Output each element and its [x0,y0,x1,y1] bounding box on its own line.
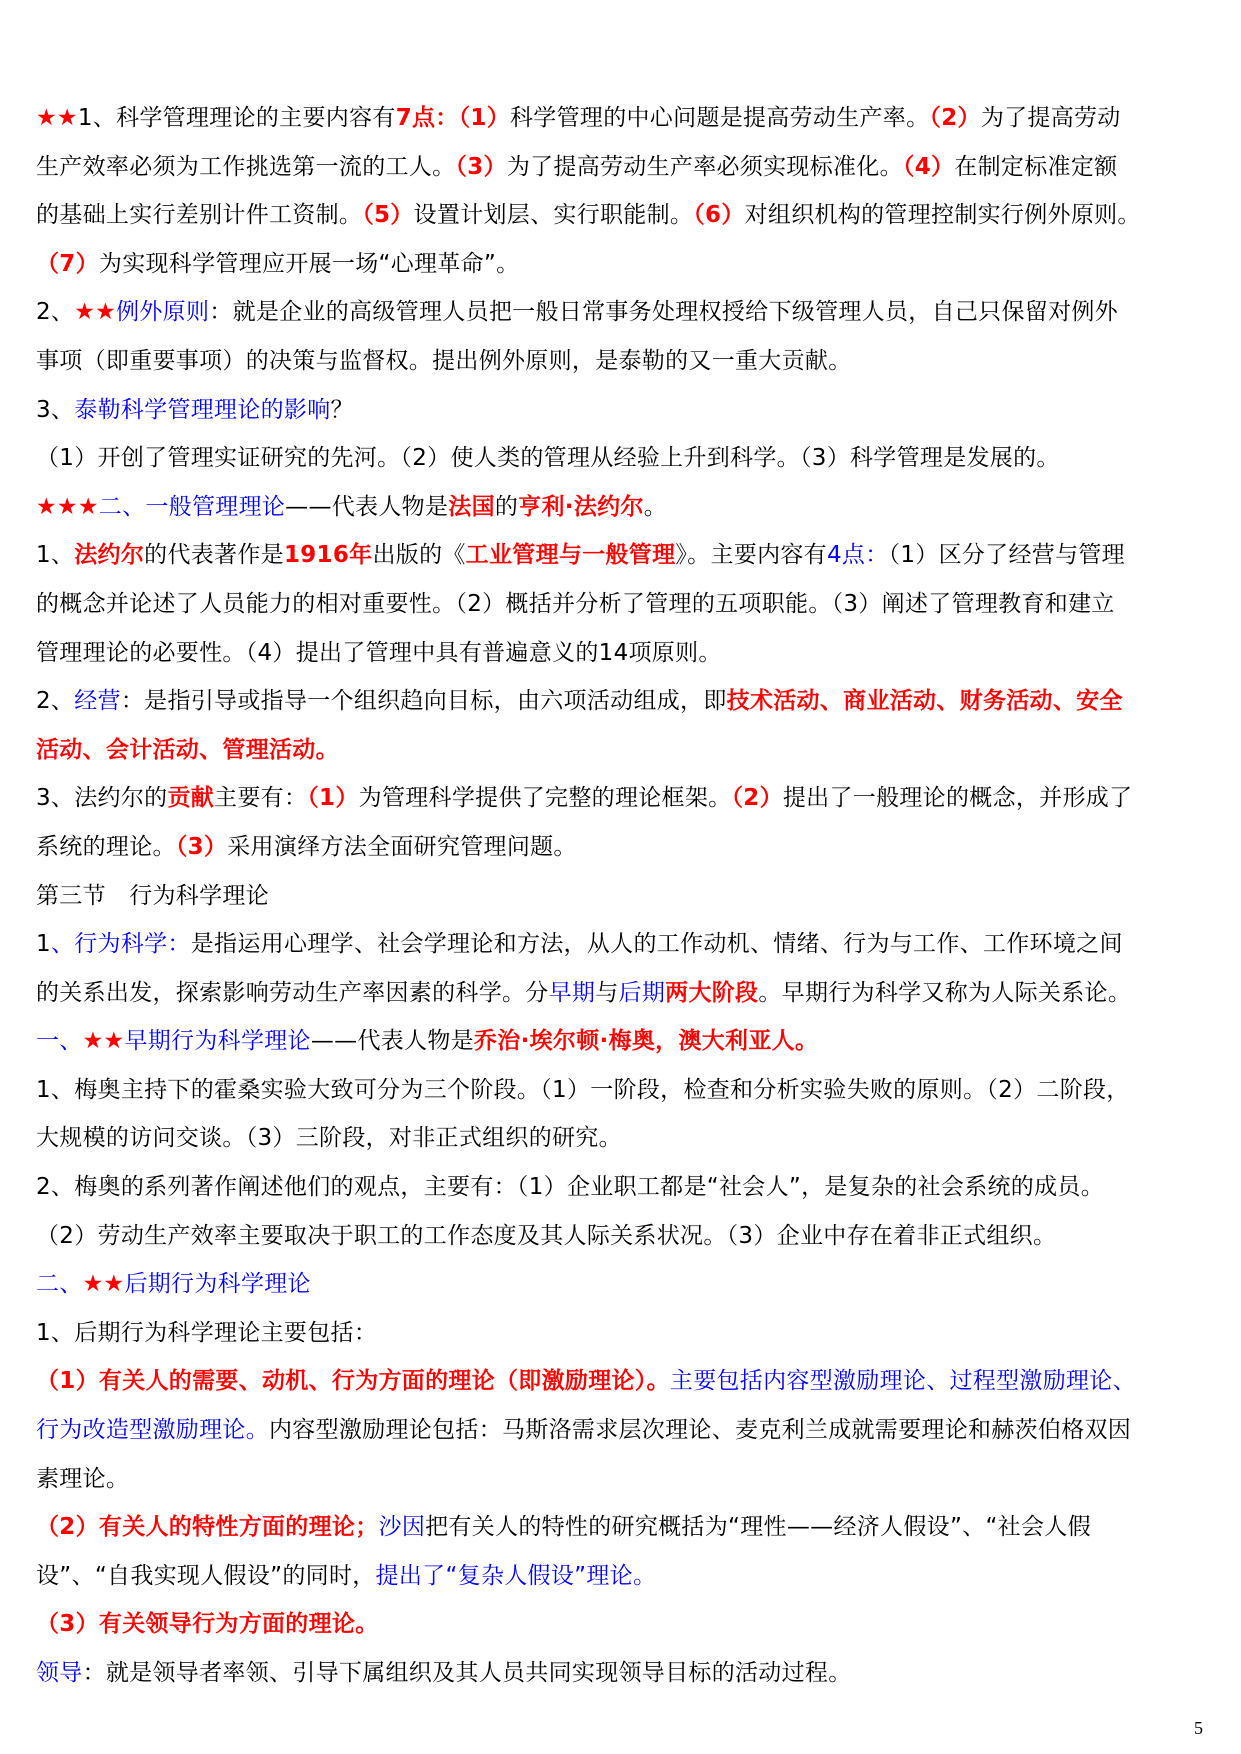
body-text: 生产效率必须为工作挑选第一流的工人。 [36,153,456,180]
highlight-red-text: （2） [929,105,981,131]
text-line [36,726,1212,775]
highlight-red-text: （4） [902,153,955,180]
body-text: 1、梅奥主持下的霍桑实验大致可分为三个阶段。（1）一阶段，检查和分析实验失败的原则。（2）二阶段， [36,1076,1130,1103]
text-line [36,774,1212,823]
text-line [36,920,1212,969]
text-line [36,337,1212,386]
body-text: 为管理科学提供了完整的理论框架。 [358,785,732,812]
highlight-blue-text: 提出了“复杂人假设”理论。 [375,1562,657,1589]
text-line [36,1309,1212,1358]
highlight-blue-text: 早期 [548,979,596,1006]
body-text: 是指运用心理学、社会学理论和方法，从人的工作动机、情绪、行为与工作、工作环境之间 [190,931,1123,958]
body-text: ：就是领导者率领、引导下属组织及其人员共同实现领导目标的活动过程。 [82,1660,852,1686]
body-text: 出版的《 [372,542,466,569]
highlight-blue-text: 二、 [36,1271,83,1298]
highlight-blue-text: 经营 [74,688,121,715]
text-line [36,143,1212,192]
body-text: ——代表人物是 [310,1028,474,1055]
highlight-red-text: 贡献 [167,785,215,812]
body-text: 2、梅奥的系列著作阐述他们的观点，主要有：（1）企业职工都是“社会人”，是复杂的社会系统的成员。 [36,1174,1104,1201]
text-line [36,483,1212,532]
text-line [36,191,1212,240]
body-text: 大规模的访问交谈。（3）三阶段，对非正式组织的研究。 [36,1125,622,1152]
highlight-blue-text: 沙因 [378,1514,426,1541]
highlight-blue-text: 行为改造型激励理论。 [36,1417,269,1444]
highlight-red-text: （1）有关人的需要、动机、行为方面的理论（即激励理论）。 [36,1368,670,1395]
document-body [36,94,1212,1698]
highlight-red-text: 1916年 [283,542,373,569]
body-text: 为了提高劳动生产率必须实现标准化。 [506,153,903,180]
highlight-red-text: （3） [175,833,228,860]
highlight-red-text: 7点：（1） [395,105,510,131]
highlight-blue-text: 后期行为科学理论 [124,1271,311,1298]
highlight-red-text: （1） [307,785,359,812]
highlight-blue-text: 早期行为科学理论 [124,1028,311,1055]
body-text: 科学管理的中心问题是提高劳动生产率。 [510,105,930,131]
text-line [36,1600,1212,1649]
body-text: 为了提高劳动 [980,105,1121,131]
highlight-blue-text: 二、一般管理理论 [98,493,286,520]
highlight-red-text: ★★ [74,299,117,326]
body-text: 的基础上实行差别计件工资制。 [36,202,363,229]
highlight-blue-text: 一、 [36,1028,83,1055]
text-line [36,629,1212,678]
text-line [36,288,1212,337]
highlight-red-text: （5） [362,202,414,229]
body-text: 。早期行为科学又称为人际关系论。 [758,979,1132,1006]
highlight-red-text: （7） [36,250,99,277]
highlight-blue-text: 泰勒科学管理理论的影响 [74,396,331,423]
body-text: ：就是企业的高级管理人员把一般日常事务处理权授给下级管理人员，自己只保留对例外 [209,299,1118,326]
text-line [36,1066,1212,1115]
highlight-red-text: ★★★ [36,493,99,520]
highlight-red-text: ★★ [82,1271,125,1298]
highlight-blue-text: 主要包括内容型激励理论、过程型激励理论、 [669,1368,1136,1395]
highlight-red-text: 法约尔 [74,542,145,569]
body-text: 1、后期行为科学理论主要包括： [36,1319,378,1346]
highlight-red-text: （2） [731,785,783,812]
text-line [36,1357,1212,1406]
text-line [36,386,1212,435]
body-text: 为实现科学管理应开展一场“心理革命”。 [98,250,520,277]
page-number: 5 [1194,1718,1203,1738]
highlight-red-text: ★★ [36,105,78,131]
text-line [36,94,1212,143]
body-text: 采用演绎方法全面研究管理问题。 [227,833,577,860]
body-text: （1）区分了经营与管理 [888,542,1125,569]
body-text: （1）开创了管理实证研究的先河。（2）使人类的管理从经验上升到科学。（3）科学管理是发展的。 [36,445,1060,472]
highlight-blue-text: 、行为科学： [50,931,191,958]
body-text: 第三节 行为科学理论 [36,882,269,909]
highlight-red-text: ★★ [82,1028,125,1055]
body-text: 的概念并论述了人员能力的相对重要性。（2）概括并分析了管理的五项职能。（3）阐述了管理教育和建立 [36,590,1115,617]
highlight-blue-text: 例外原则 [116,299,210,326]
body-text: 2、 [36,299,75,326]
text-line [36,1406,1212,1455]
body-text: ——代表人物是 [285,493,449,520]
body-text: ：是指引导或指导一个组织趋向目标，由六项活动组成，即 [120,688,727,715]
body-text: 3、法约尔的 [36,785,168,812]
highlight-red-text: 乔治·埃尔顿·梅奥，澳大利亚人。 [473,1028,819,1055]
text-line [36,1260,1212,1309]
body-text: 对组织机构的管理控制实行例外原则。 [744,202,1141,229]
highlight-blue-text: 后期 [618,979,666,1006]
body-text: 的关系出发，探索影响劳动生产率因素的科学。分 [36,979,549,1006]
text-line [36,823,1212,872]
highlight-red-text: 两大阶段 [665,979,759,1006]
body-text: 管理理论的必要性。（4）提出了管理中具有普遍意义的14项原则。 [36,639,722,666]
highlight-red-text: 亨利·法约尔 [518,493,644,520]
text-line [36,1114,1212,1163]
body-text: 主要有： [214,785,308,812]
text-line [36,1455,1212,1504]
body-text: 的 [494,493,519,520]
body-text: 系统的理论。 [36,833,176,860]
body-text: 在制定标准定额 [954,153,1118,180]
body-text: 》。主要内容有 [675,542,827,569]
body-text: 素理论。 [36,1465,130,1492]
text-line [36,1649,1212,1698]
body-text: 设置计划层、实行职能制。 [413,202,694,229]
text-line [36,434,1212,483]
highlight-red-text: 活动、会计活动、管理活动。 [36,736,339,763]
body-text: 3、 [36,396,75,423]
body-text: 提出了一般理论的概念，并形成了 [782,785,1133,812]
text-line [36,240,1212,289]
body-text: 内容型激励理论包括：马斯洛需求层次理论、麦克利兰成就需要理论和赫茨伯格双因 [269,1417,1132,1444]
highlight-red-text: （3） [455,153,507,180]
text-line [36,1163,1212,1212]
highlight-red-text: 技术活动、商业活动、财务活动、安全 [726,688,1123,715]
text-line [36,969,1212,1018]
text-line [36,580,1212,629]
text-line [36,1212,1212,1261]
text-line [36,531,1212,580]
body-text: （2）劳动生产效率主要取决于职工的工作态度及其人际关系状况。（3）企业中存在着非正式组织。 [36,1222,1057,1249]
highlight-red-text: （2）有关人的特性方面的理论； [36,1514,379,1541]
body-text: 事项（即重要事项）的决策与监督权。提出例外原则，是泰勒的又一重大贡献。 [36,347,852,374]
body-text: 1、科学管理理论的主要内容有 [77,105,396,131]
highlight-blue-text: 领导 [36,1660,83,1686]
body-text: ？ [330,396,354,423]
text-line [36,1552,1212,1601]
highlight-red-text: （3）有关领导行为方面的理论。 [36,1611,379,1638]
highlight-blue-text: 4点： [826,542,889,569]
body-text: 与 [595,979,619,1006]
highlight-red-text: 法国 [448,493,495,520]
text-line [36,677,1212,726]
text-line [36,872,1212,921]
body-text: 把有关人的特性的研究概括为“理性——经济人假设”、“社会人假 [425,1514,1091,1541]
body-text: 。 [643,493,668,520]
highlight-red-text: （6） [693,202,745,229]
body-text: 1 [36,931,51,958]
text-line [36,1017,1212,1066]
body-text: 2、 [36,688,75,715]
body-text: 设”、“自我实现人假设”的同时， [36,1562,376,1589]
body-text: 1、 [36,542,75,569]
highlight-red-text: 工业管理与一般管理 [465,542,676,569]
text-line [36,1503,1212,1552]
body-text: 的代表著作是 [144,542,284,569]
